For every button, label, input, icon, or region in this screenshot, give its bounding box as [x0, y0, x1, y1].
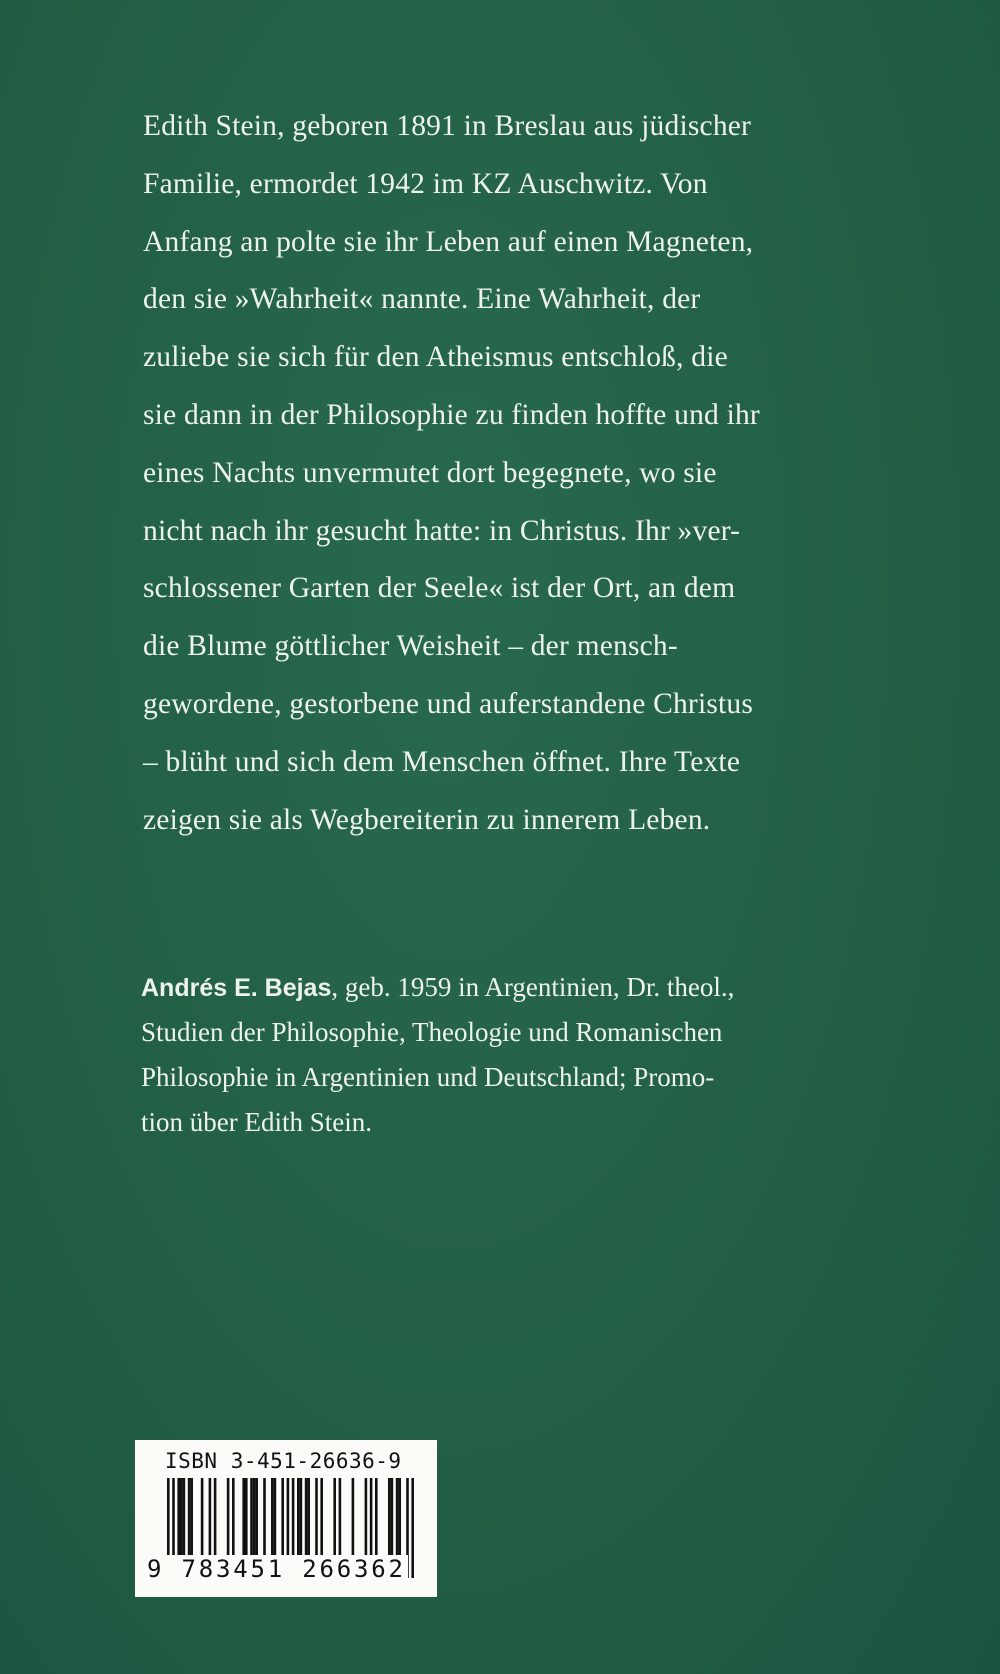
barcode-bar — [255, 1478, 258, 1556]
barcode-bar — [188, 1478, 191, 1556]
isbn-barcode-label — [135, 1440, 437, 1597]
barcode-bar — [271, 1478, 274, 1556]
isbn-number: ISBN 3-451-26636-9 — [165, 1449, 402, 1473]
barcode-bar — [232, 1478, 235, 1556]
barcode-bar — [370, 1478, 373, 1556]
barcode-bar — [339, 1478, 342, 1556]
barcode-bar — [214, 1478, 217, 1556]
author-bio-text: , geb. 1959 in Argentinien, Dr. theol., — [331, 972, 735, 1002]
author-bio-line: Philosophie in Argentinien und Deutschland; Promo- — [141, 1062, 715, 1092]
blurb-line: zeigen sie als Wegbereiterin zu innerem Leben. — [143, 803, 711, 836]
barcode-bar — [227, 1478, 230, 1556]
barcode-bar — [183, 1478, 186, 1556]
barcode-digits: 9 783451 266362 — [147, 1555, 406, 1583]
barcode-bar — [388, 1478, 391, 1556]
barcode-bar — [375, 1478, 378, 1556]
author-bio-line: Studien der Philosophie, Theologie und Romanischen — [141, 1017, 723, 1047]
barcode-bar — [263, 1478, 266, 1556]
barcode-bar — [250, 1478, 253, 1556]
blurb-line: die Blume göttlicher Weisheit – der mensch- — [143, 630, 678, 663]
blurb-line: Edith Stein, geboren 1891 in Breslau aus jüdischer — [143, 110, 752, 142]
author-bio-first-line — [141, 965, 921, 1010]
barcode-bar — [411, 1478, 414, 1578]
author-name: Andrés E. Bejas — [141, 974, 332, 1002]
barcode-bar — [281, 1478, 284, 1556]
blurb-line: gewordene, gestorbene und auferstandene Christus — [143, 687, 754, 720]
barcode-bar — [398, 1478, 401, 1556]
barcode-bar — [300, 1478, 303, 1556]
barcode-bar — [274, 1478, 277, 1556]
barcode-bar — [352, 1478, 355, 1556]
blurb-line: den sie »Wahrheit« nannte. Eine Wahrheit, der — [143, 283, 701, 316]
barcode-bar — [305, 1478, 308, 1556]
blurb-line: eines Nachts unvermutet dort begegnete, wo sie — [143, 456, 717, 489]
blurb-line: Familie, ermordet 1942 im KZ Auschwitz. Von — [143, 167, 708, 200]
blurb-line: – blüht und sich dem Menschen öffnet. Ihre Texte — [143, 745, 741, 778]
barcode-bar — [396, 1478, 399, 1556]
barcode-bar — [177, 1478, 180, 1556]
blurb-line: sie dann in der Philosophie zu finden hoffte und ihr — [143, 398, 760, 431]
author-bio — [141, 965, 921, 1145]
barcode-bar — [333, 1478, 336, 1556]
blurb-line: nicht nach ihr gesucht hatte: in Christus. Ihr »ver- — [143, 514, 741, 547]
barcode-bar — [209, 1478, 212, 1556]
barcode-bar — [315, 1478, 318, 1556]
barcode-bar — [391, 1478, 394, 1556]
barcode-bar — [180, 1478, 183, 1556]
barcode-bar — [242, 1478, 245, 1556]
barcode-bar — [365, 1478, 368, 1556]
blurb-line: zuliebe sie sich für den Atheismus entschloß, die — [143, 341, 728, 374]
barcode-bar — [190, 1478, 193, 1556]
barcode-bar — [320, 1478, 323, 1556]
author-bio-line: tion über Edith Stein. — [141, 1107, 372, 1137]
barcode-bar — [297, 1478, 300, 1556]
barcode-bar — [245, 1478, 248, 1556]
barcode-bar — [201, 1478, 204, 1556]
barcode-bar — [253, 1478, 256, 1556]
blurb-line: schlossener Garten der Seele« ist der Ort, an dem — [143, 572, 736, 605]
blurb-line: Anfang an polte sie ihr Leben auf einen Magneten, — [143, 225, 754, 258]
blurb-text — [143, 98, 903, 849]
barcode-bar — [307, 1478, 310, 1556]
